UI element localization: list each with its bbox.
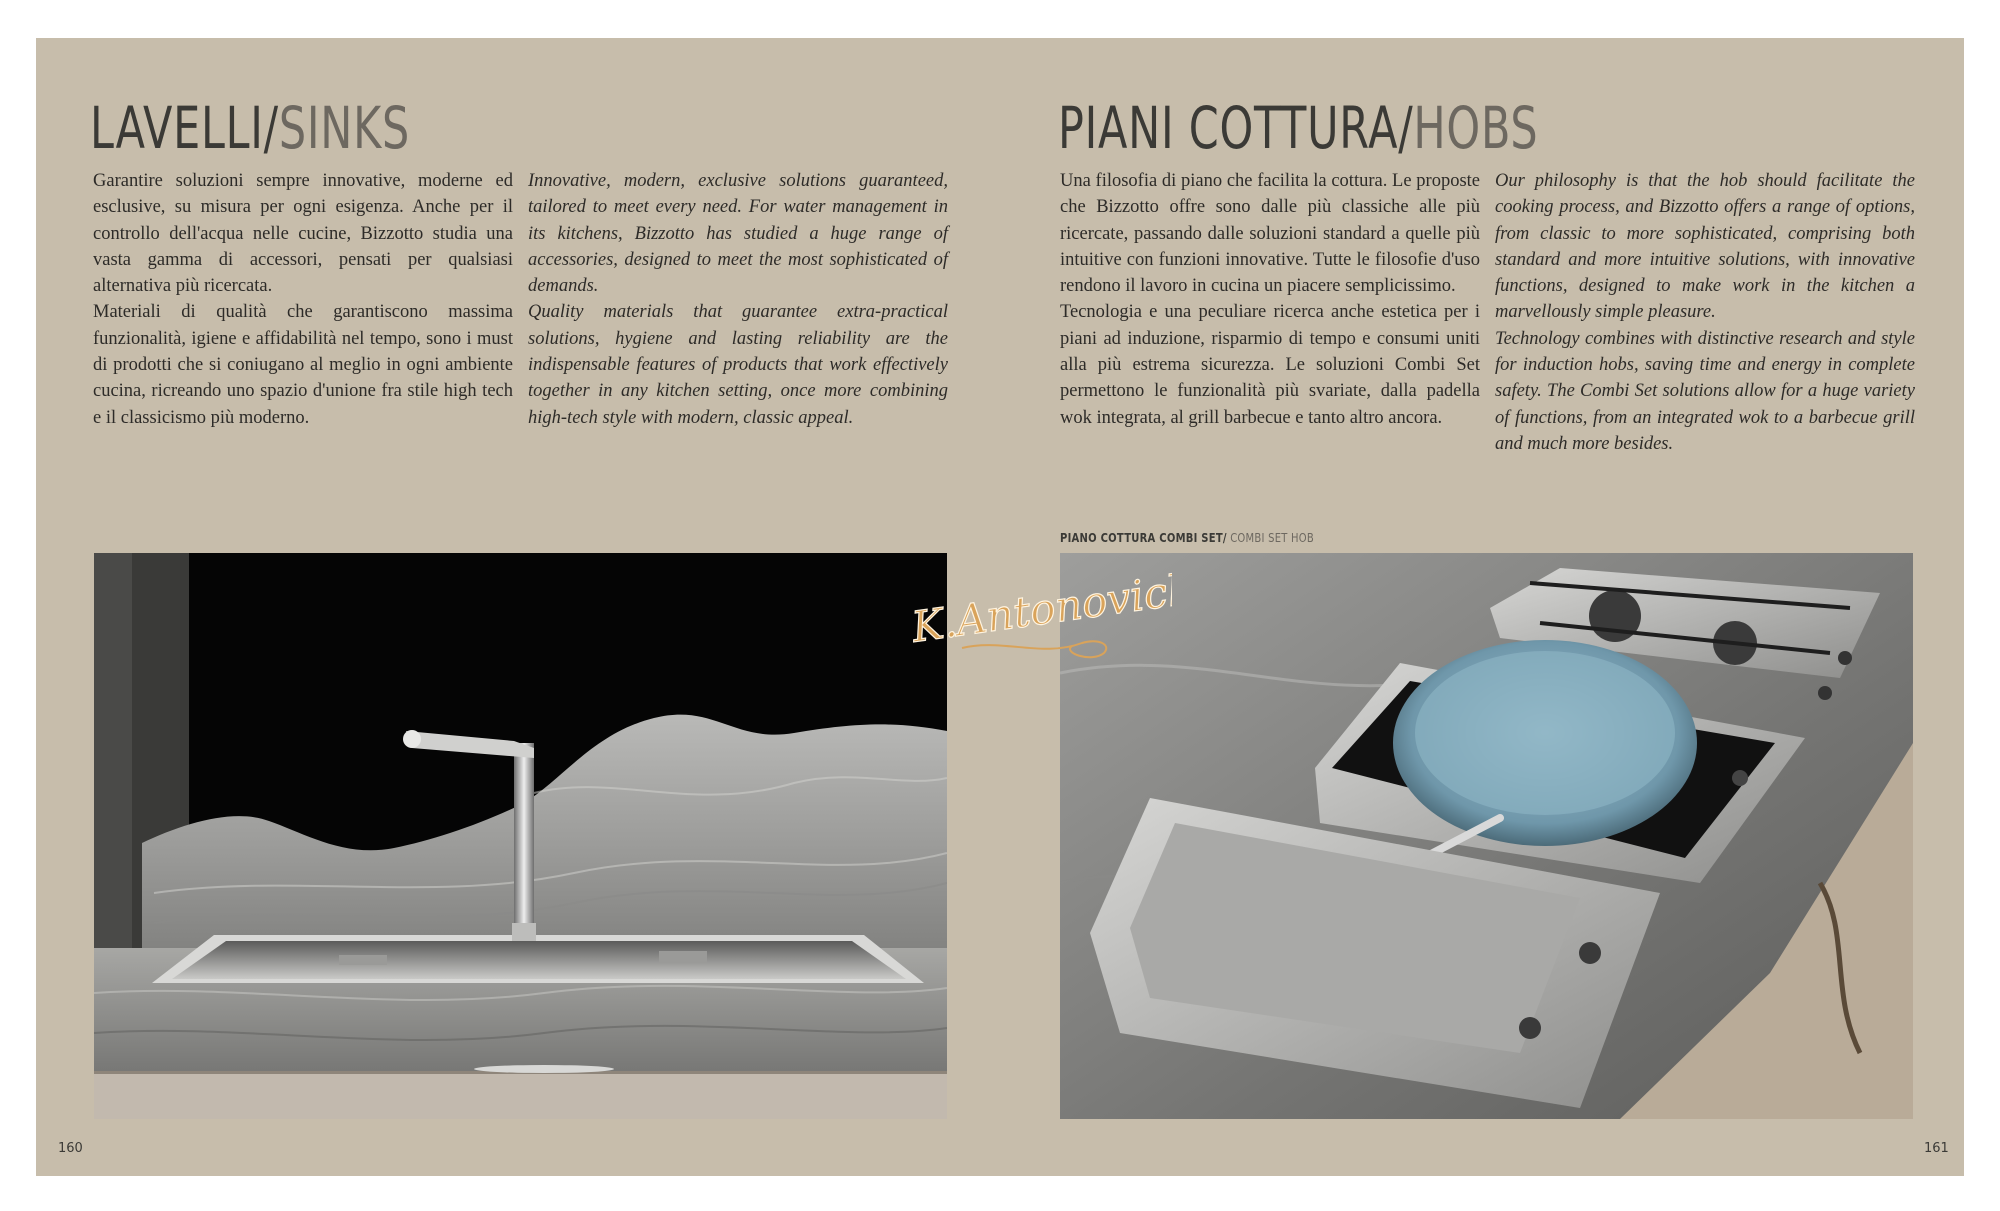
paragraph: Innovative, modern, exclusive solutions guaranteed, tailored to meet every need. For water management in its kitchens, Bizzotto has studied a huge range of accessories, designed to meet the most sophisticated of demands.	[528, 171, 948, 297]
title-italian: LAVELLI/	[90, 94, 279, 162]
watermark	[882, 558, 1172, 678]
left-page	[36, 38, 1000, 1176]
photo-caption	[1060, 530, 1314, 545]
english-text-column	[1495, 168, 1915, 457]
english-text-column	[528, 168, 948, 431]
italian-text-column	[93, 168, 513, 431]
sink-photo	[94, 553, 947, 1119]
hobs-title	[1058, 94, 1538, 162]
paragraph: Tecnologia e una peculiare ricerca anche estetica per i piani ad induzione, risparmio di tempo e consumi uniti alla più estrema sicurezza. Le soluzioni Combi Set permettono le funzionalità più svariate, dalla padella wok integrata, al grill barbecue e tanto altro ancora.	[1060, 302, 1480, 428]
paragraph: Quality materials that guarantee extra-practical solutions, hygiene and lasting reliability are the indispensable features of products that work effectively together in any kitchen setting, once more combining high-tech style with modern, classic appeal.	[528, 302, 948, 428]
title-italian: PIANI COTTURA/	[1058, 94, 1414, 162]
title-english: SINKS	[278, 94, 410, 162]
italian-text-column	[1060, 168, 1480, 431]
paragraph: Technology combines with distinctive research and style for induction hobs, saving time and energy in complete safety. The Combi Set solutions allow for a huge variety of functions, from an integrated wok to a barbecue grill and much more besides.	[1495, 328, 1915, 454]
hob-photo	[1060, 553, 1913, 1119]
sinks-title	[90, 94, 410, 162]
paragraph: Una filosofia di piano che facilita la cottura. Le proposte che Bizzotto offre sono dalle più classiche alle più ricercate, passando dalle soluzioni standard a quelle più intuitive con funzioni innovative. Tutte le filosofie d'uso rendono il lavoro in cucina un piacere semplicissimo.	[1060, 171, 1480, 297]
page-number: 161	[1924, 1141, 1949, 1156]
caption-italian: PIANO COTTURA COMBI SET/	[1060, 530, 1227, 545]
paragraph: Garantire soluzioni sempre innovative, moderne ed esclusive, su misura per ogni esigenza. Anche per il controllo dell'acqua nelle cucine, Bizzotto studia una vasta gamma di accessori, pensati per qualsiasi alternativa più ricercata.	[93, 171, 513, 297]
title-english: HOBS	[1413, 94, 1539, 162]
paragraph: Materiali di qualità che garantiscono massima funzionalità, igiene e affidabilità nel tempo, sono i must di prodotti che si coniugano al meglio in ogni ambiente cucina, ricreando uno spazio d'unione fra stile high tech e il classicismo più moderno.	[93, 302, 513, 428]
page-number: 160	[58, 1141, 83, 1156]
watermark-text: K.Antonovich	[908, 563, 1172, 652]
catalog-spread	[36, 38, 1964, 1176]
paragraph: Our philosophy is that the hob should facilitate the cooking process, and Bizzotto offers a range of options, from classic to more sophisticated, comprising both standard and more intuitive solutions, with innovative functions, designed to make work in the kitchen a marvellously simple pleasure.	[1495, 171, 1915, 323]
caption-english: COMBI SET HOB	[1226, 530, 1314, 545]
